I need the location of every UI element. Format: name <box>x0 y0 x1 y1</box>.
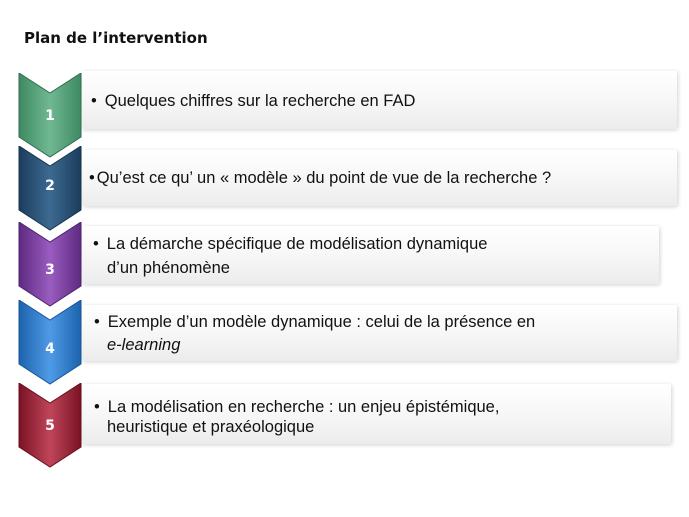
step-5-text <box>94 396 499 418</box>
page-title: Plan de l’intervention <box>24 29 208 47</box>
step-1-number: 1 <box>45 108 55 124</box>
step-3-line2: d’un phénomène <box>107 259 230 277</box>
step-4-line2: e-learning <box>107 336 181 354</box>
step-4-bullet: • <box>94 313 100 331</box>
step-5-line1: La modélisation en recherche : un enjeu épistémique, <box>107 398 500 416</box>
step-2-number: 2 <box>45 178 55 194</box>
step-2-bullet: • <box>89 169 95 187</box>
step-3-number: 3 <box>45 262 55 278</box>
step-1-line1: Quelques chiffres sur la recherche en FAD <box>104 92 416 110</box>
step-5-line2: heuristique et praxéologique <box>107 418 315 436</box>
step-4-text <box>94 311 535 333</box>
step-3-line1: La démarche spécifique de modélisation dynamique <box>106 235 488 253</box>
step-2-line1: Qu’est ce qu’ un « modèle » du point de vue de la recherche ? <box>96 169 552 187</box>
step-3-bullet: • <box>93 235 99 253</box>
step-1-bullet: • <box>91 92 97 110</box>
step-4-line1: Exemple d’un modèle dynamique : celui de la présence en <box>107 313 536 331</box>
step-5-bullet: • <box>94 398 100 416</box>
step-5-number: 5 <box>45 418 55 434</box>
step-1-text <box>91 90 415 112</box>
step-3-text <box>93 233 487 255</box>
step-4-number: 4 <box>45 341 55 357</box>
step-2-text <box>89 167 551 189</box>
